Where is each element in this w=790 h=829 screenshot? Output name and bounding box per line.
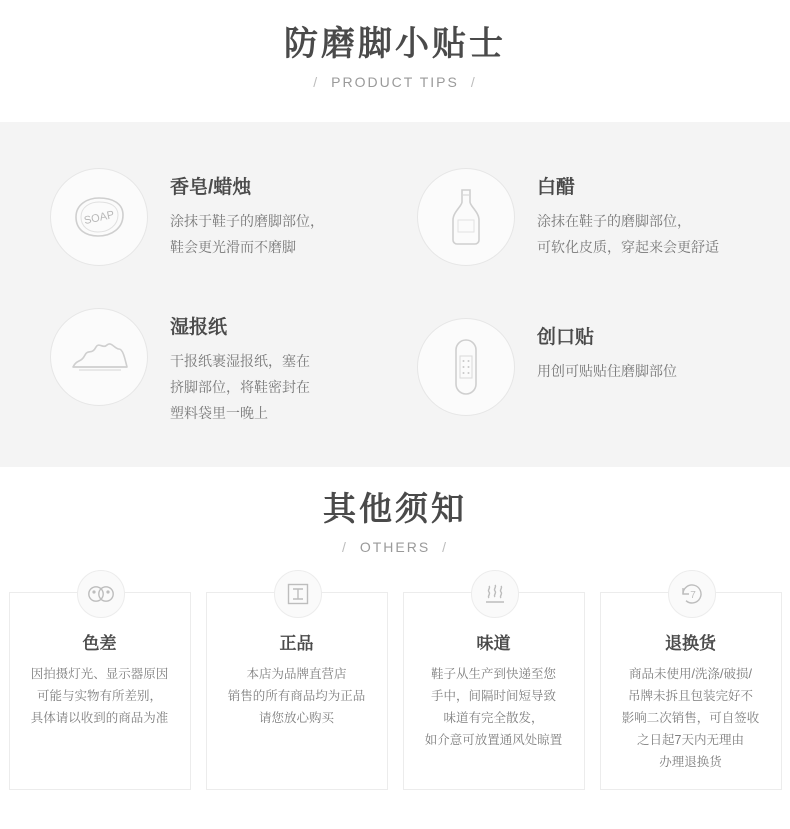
odor-steam-icon bbox=[471, 570, 519, 618]
tip-name: 创口贴 bbox=[537, 327, 595, 348]
other-card-title: 色差 bbox=[82, 634, 117, 653]
tip-desc-line: 可软化皮质，穿起来会更舒适 bbox=[537, 239, 719, 255]
tip-desc-line: 塑料袋里一晚上 bbox=[170, 405, 268, 421]
other-card-return bbox=[600, 592, 782, 790]
other-desc-line: 办理退换货 bbox=[659, 755, 722, 769]
other-card-desc bbox=[416, 663, 572, 751]
tip-text-vinegar bbox=[515, 168, 719, 260]
tip-item-vinegar bbox=[395, 150, 790, 266]
slash-left-icon: / bbox=[313, 74, 320, 90]
other-card-odor bbox=[403, 592, 585, 790]
tip-name: 香皂/蜡烛 bbox=[170, 177, 252, 198]
others-subtitle: OTHERS bbox=[359, 539, 431, 555]
other-desc-line: 请您放心购买 bbox=[258, 711, 334, 725]
other-desc-line: 手中，间隔时间短导致 bbox=[430, 689, 556, 703]
other-desc-line: 本店为品牌直营店 bbox=[246, 667, 347, 681]
svg-text:SOAP: SOAP bbox=[83, 208, 116, 228]
tip-text-bandage bbox=[515, 318, 677, 384]
tips-grid bbox=[0, 150, 790, 426]
vinegar-bottle-icon bbox=[417, 168, 515, 266]
tip-name: 湿报纸 bbox=[170, 317, 228, 338]
other-card-title: 正品 bbox=[279, 634, 314, 653]
other-card-authentic bbox=[206, 592, 388, 790]
tip-desc-line: 涂抹于鞋子的磨脚部位， bbox=[170, 213, 324, 229]
slash-left-icon: / bbox=[341, 539, 348, 555]
other-card-title: 味道 bbox=[476, 634, 511, 653]
tip-item-bandage bbox=[395, 266, 790, 426]
tip-desc bbox=[170, 348, 310, 426]
tips-title: 防磨脚小贴士 bbox=[284, 25, 506, 63]
other-card-desc bbox=[219, 663, 375, 729]
wet-newspaper-icon bbox=[50, 308, 148, 406]
other-desc-line: 之日起7天内无理由 bbox=[637, 733, 744, 747]
other-desc-line: 鞋子从生产到快递至您 bbox=[430, 667, 556, 681]
other-card-desc bbox=[613, 663, 769, 773]
tip-desc bbox=[170, 208, 324, 260]
tip-desc-line: 干报纸裹湿报纸，塞在 bbox=[170, 353, 310, 369]
tip-item-wet-newspaper bbox=[0, 266, 395, 426]
tip-text-wet-newspaper bbox=[148, 308, 310, 426]
other-card-title: 退换货 bbox=[665, 634, 716, 653]
tips-section-header bbox=[0, 0, 790, 90]
return-7days-icon bbox=[668, 570, 716, 618]
others-grid bbox=[0, 592, 790, 790]
other-desc-line: 味道有完全散发， bbox=[443, 711, 544, 725]
others-title: 其他须知 bbox=[323, 490, 467, 527]
others-subtitle-row bbox=[0, 539, 790, 555]
tip-desc bbox=[537, 208, 719, 260]
tip-name: 白醋 bbox=[537, 177, 576, 198]
tip-text-soap bbox=[148, 168, 324, 260]
color-difference-icon bbox=[77, 570, 125, 618]
other-card-desc bbox=[22, 663, 178, 729]
other-desc-line: 影响二次销售，可自签收 bbox=[621, 711, 760, 725]
tip-desc bbox=[537, 358, 677, 384]
other-card-color-difference bbox=[9, 592, 191, 790]
other-desc-line: 如介意可放置通风处晾置 bbox=[424, 733, 563, 747]
others-section-header bbox=[0, 487, 790, 555]
svg-text:7: 7 bbox=[689, 590, 696, 601]
soap-bar-icon bbox=[50, 168, 148, 266]
slash-right-icon: / bbox=[470, 74, 477, 90]
bandage-icon bbox=[417, 318, 515, 416]
slash-right-icon: / bbox=[442, 539, 449, 555]
other-desc-line: 因拍摄灯光、显示器原因 bbox=[30, 667, 169, 681]
tip-desc-line: 用创可贴贴住磨脚部位 bbox=[537, 363, 677, 379]
other-desc-line: 吊牌未拆且包装完好不 bbox=[627, 689, 753, 703]
other-desc-line: 商品未使用/洗涤/破损/ bbox=[629, 667, 752, 681]
authentic-seal-icon bbox=[274, 570, 322, 618]
tips-subtitle-row bbox=[0, 74, 790, 90]
other-desc-line: 可能与实物有所差别， bbox=[36, 689, 162, 703]
tip-item-soap bbox=[0, 150, 395, 266]
tips-panel bbox=[0, 122, 790, 467]
tip-desc-line: 鞋会更光滑而不磨脚 bbox=[170, 239, 296, 255]
other-desc-line: 具体请以收到的商品为准 bbox=[30, 711, 169, 725]
tips-subtitle: PRODUCT TIPS bbox=[331, 74, 459, 90]
tip-desc-line: 挤脚部位，将鞋密封在 bbox=[170, 379, 310, 395]
other-desc-line: 销售的所有商品均为正品 bbox=[227, 689, 366, 703]
tip-desc-line: 涂抹在鞋子的磨脚部位， bbox=[537, 213, 691, 229]
